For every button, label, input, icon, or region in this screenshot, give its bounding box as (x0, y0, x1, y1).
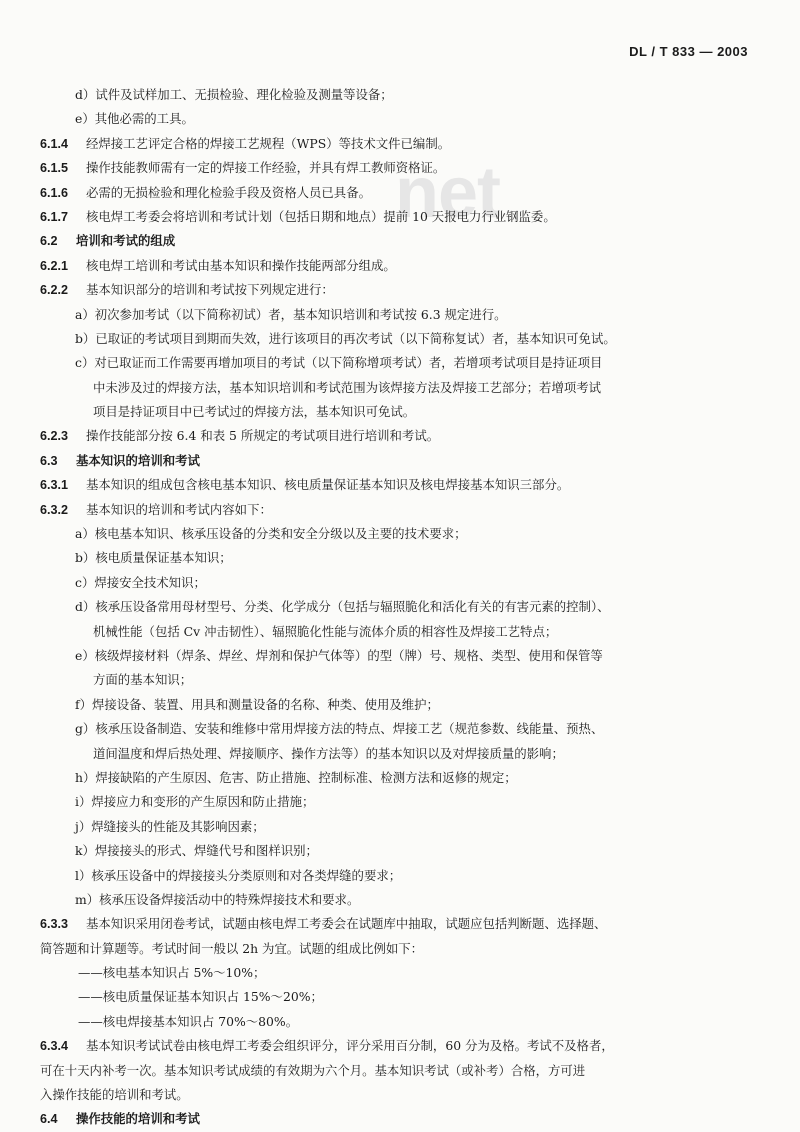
line-text: d）试件及试样加工、无损检验、理化检验及测量等设备； (75, 87, 393, 102)
list-item-continuation (40, 376, 760, 400)
paragraph-continuation (40, 1059, 760, 1083)
clause-number: 6.2.3 (40, 429, 69, 444)
clause-number: 6.1.4 (40, 136, 69, 151)
line-text: b）已取证的考试项目到期而失效，进行该项目的再次考试（以下简称复试）者，基本知识可免试。 (75, 330, 616, 346)
list-item (40, 790, 760, 814)
clause-line (40, 424, 760, 448)
list-item (40, 815, 760, 839)
clause-text: 操作技能部分按 6.4 和表 5 所规定的考试项目进行培训和考试。 (86, 428, 440, 444)
clause-number: 6.1.7 (40, 209, 69, 224)
line-text: 机械性能（包括 Cv 冲击韧性）、辐照脆化性能与流体介质的相容性及焊接工艺特点； (93, 623, 558, 639)
clause-number: 6.3.1 (40, 478, 69, 493)
clause-number: 6.1.5 (40, 161, 69, 176)
document-body (40, 83, 760, 1132)
line-text: ——核电基本知识占 5%～10%； (78, 965, 266, 981)
clause-number: 6.2 (40, 234, 58, 249)
clause-text: 必需的无损检验和理化检验手段及资格人员已具备。 (86, 184, 371, 200)
clause-text: 核电焊工考委会将培训和考试计划（包括日期和地点）提前 10 天报电力行业钢监委。 (86, 208, 556, 224)
line-text: m）核承压设备焊接活动中的特殊焊接技术和要求。 (75, 891, 360, 907)
list-item (40, 546, 760, 570)
section-title: 基本知识的培训和考试 (76, 452, 200, 468)
document-code-header: DL / T 833 — 2003 (629, 44, 748, 59)
line-text: a）初次参加考试（以下简称初试）者，基本知识培训和考试按 6.3 规定进行。 (75, 306, 507, 322)
line-text: 中未涉及过的焊接方法，基本知识培训和考试范围为该焊接方法及焊接工艺部分；若增项考试 (93, 379, 602, 395)
line-text: c）对已取证而工作需要再增加项目的考试（以下简称增项考试）者，若增项考试项目是持证项目 (75, 355, 603, 371)
section-heading (40, 1107, 760, 1131)
list-item (40, 644, 760, 668)
clause-line (40, 278, 760, 302)
list-item (40, 351, 760, 375)
line-text: i）焊接应力和变形的产生原因和防止措施； (75, 794, 315, 810)
clause-line (40, 205, 760, 229)
clause-line (40, 1034, 760, 1058)
section-heading (40, 229, 760, 253)
line-text: 入操作技能的培训和考试。 (40, 1087, 189, 1103)
clause-text: 基本知识部分的培训和考试按下列规定进行： (86, 282, 334, 298)
dash-list-item (40, 985, 760, 1009)
list-item (40, 888, 760, 912)
line-text: e）其他必需的工具。 (75, 111, 194, 127)
clause-line (40, 254, 760, 278)
clause-text: 操作技能教师需有一定的焊接工作经验，并具有焊工教师资格证。 (86, 160, 446, 176)
line-text: 简答题和计算题等。考试时间一般以 2h 为宜。试题的组成比例如下： (40, 940, 424, 956)
clause-number: 6.3 (40, 453, 58, 468)
line-text: ——核电质量保证基本知识占 15%～20%； (78, 989, 323, 1005)
list-item (40, 571, 760, 595)
clause-line (40, 912, 760, 936)
clause-number: 6.1.6 (40, 185, 69, 200)
list-item (40, 83, 760, 107)
clause-text: 基本知识采用闭卷考试，试题由核电焊工考委会在试题库中抽取，试题应包括判断题、选择题、 (86, 916, 607, 932)
line-text: 可在十天内补考一次。基本知识考试成绩的有效期为六个月。基本知识考试（或补考）合格，方可进 (40, 1062, 586, 1078)
clause-text: 基本知识的培训和考试内容如下： (86, 501, 272, 517)
line-text: 方面的基本知识； (93, 672, 193, 688)
paragraph-continuation (40, 1083, 760, 1107)
clause-number: 6.2.2 (40, 283, 69, 298)
clause-line (40, 181, 760, 205)
line-text: c）焊接安全技术知识； (75, 574, 206, 590)
line-text: a）核电基本知识、核承压设备的分类和安全分级以及主要的技术要求； (75, 526, 467, 542)
clause-number: 6.2.1 (40, 258, 69, 273)
clause-text: 经焊接工艺评定合格的焊接工艺规程（WPS）等技术文件已编制。 (86, 135, 451, 151)
list-item (40, 327, 760, 351)
line-text: e）核级焊接材料（焊条、焊丝、焊剂和保护气体等）的型（牌）号、规格、类型、使用和保管等 (75, 647, 603, 663)
clause-line (40, 498, 760, 522)
clause-number: 6.3.2 (40, 502, 69, 517)
list-item-continuation (40, 668, 760, 692)
dash-list-item (40, 1010, 760, 1034)
line-text: g）核承压设备制造、安装和维修中常用焊接方法的特点、焊接工艺（规范参数、线能量、预热、 (75, 721, 604, 737)
section-title: 培训和考试的组成 (76, 233, 176, 249)
list-item-continuation (40, 620, 760, 644)
list-item (40, 693, 760, 717)
list-item (40, 303, 760, 327)
line-text: 项目是持证项目中已考试过的焊接方法，基本知识可免试。 (93, 404, 416, 420)
list-item (40, 717, 760, 741)
list-item-continuation (40, 742, 760, 766)
clause-text: 核电焊工培训和考试由基本知识和操作技能两部分组成。 (86, 257, 396, 273)
clause-text: 基本知识考试试卷由核电焊工考委会组织评分，评分采用百分制，60 分为及格。考试不及格者， (86, 1038, 614, 1054)
list-item (40, 595, 760, 619)
list-item (40, 766, 760, 790)
list-item (40, 522, 760, 546)
list-item (40, 864, 760, 888)
clause-line (40, 156, 760, 180)
list-item (40, 839, 760, 863)
list-item (40, 107, 760, 131)
line-text: d）核承压设备常用母材型号、分类、化学成分（包括与辐照脆化和活化有关的有害元素的控制）、 (75, 599, 610, 615)
line-text: b）核电质量保证基本知识； (75, 550, 232, 566)
line-text: 道间温度和焊后热处理、焊接顺序、操作方法等）的基本知识以及对焊接质量的影响； (93, 745, 564, 761)
clause-text: 基本知识的组成包含核电基本知识、核电质量保证基本知识及核电焊接基本知识三部分。 (86, 477, 570, 493)
section-heading (40, 449, 760, 473)
line-text: f）焊接设备、装置、用具和测量设备的名称、种类、使用及维护； (75, 696, 439, 712)
line-text: j）焊缝接头的性能及其影响因素； (75, 818, 265, 834)
clause-line (40, 132, 760, 156)
clause-number: 6.4 (40, 1112, 58, 1127)
clause-number: 6.3.3 (40, 917, 69, 932)
list-item-continuation (40, 400, 760, 424)
watermark: net (395, 153, 500, 233)
line-text: l）核承压设备中的焊接接头分类原则和对各类焊缝的要求； (75, 867, 402, 883)
line-text: ——核电焊接基本知识占 70%～80%。 (78, 1013, 299, 1029)
section-title: 操作技能的培训和考试 (76, 1111, 200, 1127)
clause-line (40, 473, 760, 497)
dash-list-item (40, 961, 760, 985)
paragraph-continuation (40, 937, 760, 961)
line-text: k）焊接接头的形式、焊缝代号和图样识别； (75, 843, 318, 859)
clause-number: 6.3.4 (40, 1039, 69, 1054)
line-text: h）焊接缺陷的产生原因、危害、防止措施、控制标准、检测方法和返修的规定； (75, 769, 517, 785)
